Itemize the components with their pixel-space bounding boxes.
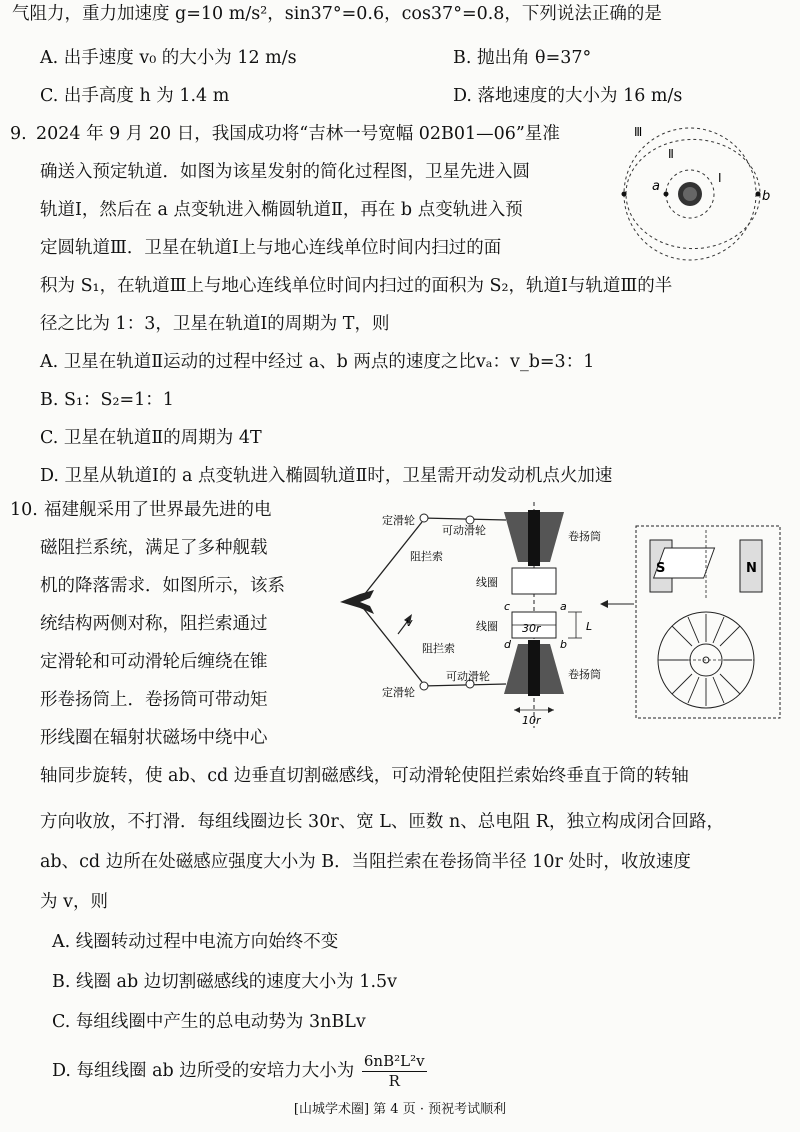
width-L-label: L [586,620,593,633]
page-footer: [山城学术圈] 第 4 页 · 预祝考试顺利 [293,1102,507,1117]
orbit-label-iii: Ⅲ [634,125,643,139]
q10-stem-line: 磁阻拦系统，满足了多种舰载 [40,538,268,558]
q9-stem-line: 定圆轨道Ⅲ．卫星在轨道Ⅰ上与地心连线单位时间内扫过的面 [40,238,502,258]
movable-pulley-top-label: 可动滑轮 [442,524,486,537]
drum-width-label: 10r [522,714,541,727]
point-d-label: d [504,638,511,651]
q8-intro-tail: 气阻力，重力加速度 g=10 m/s²，sin37°=0.6，cos37°=0.8，下列说法正确的是 [12,4,662,24]
q9-option-c: C. 卫星在轨道Ⅱ的周期为 4T [40,428,262,448]
cable-top-label: 阻拦索 [410,550,443,563]
q10-stem-line: 定滑轮和可动滑轮后缠绕在锥 [40,652,268,672]
q10-stem-line: ab、cd 边所在处磁感应强度大小为 B．当阻拦索在卷扬筒半径 10r 处时，收放速度 [40,852,691,872]
q8-option-c: C. 出手高度 h 为 1.4 m [40,86,230,106]
fraction-numerator: 6nB²L²v [363,1052,425,1070]
ampere-force-fraction [362,1052,427,1091]
q9-stem-line: 轨道Ⅰ，然后在 a 点变轨进入椭圆轨道Ⅱ，再在 b 点变轨进入预 [40,200,523,220]
drum-bottom-label: 卷扬筒 [568,668,601,681]
coil-mid-label: 线圈 [476,620,498,633]
q8-option-d: D. 落地速度的大小为 16 m/s [453,86,683,106]
fixed-pulley-top-label: 定滑轮 [382,514,415,527]
q10-stem-line: 形卷扬筒上．卷扬筒可带动矩 [40,690,268,710]
magnet-s-label: S [656,561,666,576]
q9-stem-line: 径之比为 1：3，卫星在轨道Ⅰ的周期为 T，则 [40,314,390,334]
movable-pulley-bottom-label: 可动滑轮 [446,670,490,683]
point-b-label: b [762,189,771,204]
q10-stem-line: 轴同步旋转，使 ab、cd 边垂直切割磁感线，可动滑轮使阻拦索始终垂直于筒的转轴 [40,766,689,786]
q10-stem-line: 机的降落需求．如图所示，该系 [40,576,285,596]
q8-option-b: B. 抛出角 θ=37° [453,48,592,68]
orbit-diagram [612,118,772,268]
q8-option-a: A. 出手速度 v₀ 的大小为 12 m/s [40,48,297,68]
q10-option-d [52,1052,427,1091]
point-b-label: b [560,638,567,651]
q9-number: 9. [10,124,27,144]
q10-stem-line: 统结构两侧对称，阻拦索通过 [40,614,268,634]
q9-stem-line: 积为 S₁，在轨道Ⅲ上与地心连线单位时间内扫过的面积为 S₂，轨道Ⅰ与轨道Ⅲ的半 [40,276,673,296]
q10-option-a: A. 线圈转动过程中电流方向始终不变 [52,932,339,952]
coil-length-label: 30r [522,622,541,635]
point-c-label: c [504,600,511,613]
arrest-system-diagram [336,500,786,732]
drum-top-label: 卷扬筒 [568,530,601,543]
q10-stem-line: 方向收放，不打滑．每组线圈边长 30r、宽 L、匝数 n、总电阻 R，独立构成闭合回路， [40,812,724,832]
fixed-pulley-bottom-label: 定滑轮 [382,686,415,699]
orbit-label-ii: Ⅱ [668,147,674,161]
velocity-v-label: v [406,616,413,629]
magnet-n-label: N [746,561,757,576]
q10-option-c: C. 每组线圈中产生的总电动势为 3nBLv [52,1012,366,1032]
cable-bottom-label: 阻拦索 [422,642,455,655]
point-a-label: a [652,179,660,194]
q10-stem-line: 形线圈在辐射状磁场中绕中心 [40,728,268,748]
q9-stem-line: 2024 年 9 月 20 日，我国成功将“吉林一号宽幅 02B01—06”星准 [36,124,560,144]
q9-option-b: B. S₁：S₂=1：1 [40,390,174,410]
q10-stem-line: 为 v，则 [40,892,108,912]
q10-stem-line: 福建舰采用了世界最先进的电 [44,500,272,520]
q9-stem-line: 确送入预定轨道．如图为该星发射的简化过程图，卫星先进入圆 [40,162,530,182]
fraction-denominator: R [388,1071,400,1090]
q10-number: 10. [10,500,38,520]
coil-top-label: 线圈 [476,576,498,589]
q9-option-a: A. 卫星在轨道Ⅱ运动的过程中经过 a、b 两点的速度之比vₐ：v_b=3：1 [40,352,595,372]
q10-option-b: B. 线圈 ab 边切割磁感线的速度大小为 1.5v [52,972,398,992]
point-a-label: a [560,600,567,613]
q9-option-d: D. 卫星从轨道Ⅰ的 a 点变轨进入椭圆轨道Ⅱ时，卫星需开动发动机点火加速 [40,466,613,486]
q10-option-d-text: D. 每组线圈 ab 边所受的安培力大小为 [52,1060,355,1081]
orbit-label-i: Ⅰ [718,171,722,185]
